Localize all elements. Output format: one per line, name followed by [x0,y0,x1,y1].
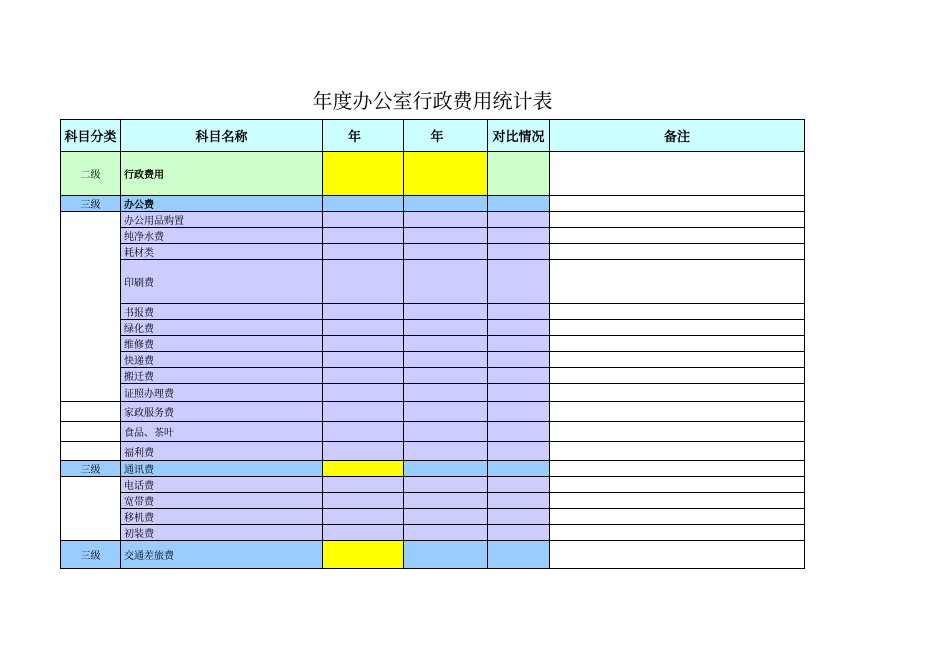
cell-level-merged[interactable] [61,477,121,541]
cell-comparison[interactable] [488,477,550,493]
cell-name[interactable]: 搬迁费 [121,368,323,384]
row-telecom [61,461,805,477]
cell-remarks[interactable] [550,320,805,336]
cell-year-1[interactable] [323,461,404,477]
cell-comparison[interactable] [488,336,550,352]
cell-comparison[interactable] [488,509,550,525]
cell-year-1[interactable] [323,196,404,212]
header-comparison[interactable]: 对比情况 [488,120,550,152]
cell-year-1[interactable] [323,477,404,493]
cell-name[interactable]: 交通差旅费 [121,541,323,569]
cell-remarks[interactable] [550,304,805,320]
row-admin [61,152,805,196]
cell-year-1[interactable] [323,228,404,244]
cell-name[interactable]: 印刷费 [121,260,323,304]
row-telecom-item [61,493,805,509]
expense-table [60,119,805,569]
cell-level[interactable]: 二级 [61,152,121,196]
cell-year-2[interactable] [404,244,488,260]
cell-remarks[interactable] [550,352,805,368]
cell-year-1[interactable] [323,352,404,368]
row-office-item [61,304,805,320]
cell-comparison[interactable] [488,352,550,368]
cell-comparison[interactable] [488,212,550,228]
cell-name[interactable]: 快递费 [121,352,323,368]
cell-year-1[interactable] [323,402,404,422]
cell-comparison[interactable] [488,384,550,402]
cell-comparison[interactable] [488,320,550,336]
cell-year-1[interactable] [323,442,404,461]
cell-remarks[interactable] [550,461,805,477]
cell-level[interactable]: 三级 [61,196,121,212]
row-office-item [61,244,805,260]
cell-level-merged[interactable] [61,212,121,402]
row-telecom-item [61,509,805,525]
cell-year-2[interactable] [404,260,488,304]
cell-remarks[interactable] [550,509,805,525]
cell-level[interactable] [61,442,121,461]
row-misc-item [61,442,805,461]
cell-comparison[interactable] [488,260,550,304]
cell-comparison[interactable] [488,244,550,260]
cell-name[interactable]: 耗材类 [121,244,323,260]
cell-name[interactable]: 家政服务费 [121,402,323,422]
cell-name[interactable]: 证照办理费 [121,384,323,402]
cell-year-2[interactable] [404,477,488,493]
row-telecom-item [61,477,805,493]
cell-name[interactable]: 移机费 [121,509,323,525]
cell-level[interactable] [61,422,121,442]
cell-remarks[interactable] [550,244,805,260]
cell-name[interactable]: 书报费 [121,304,323,320]
cell-year-1[interactable] [323,212,404,228]
row-travel [61,541,805,569]
cell-year-2[interactable] [404,422,488,442]
sheet-title: 年度办公室行政费用统计表 [312,89,553,113]
cell-name[interactable]: 办公用品购置 [121,212,323,228]
cell-remarks[interactable] [550,422,805,442]
cell-year-2[interactable] [404,336,488,352]
row-office-item [61,336,805,352]
cell-year-1[interactable] [323,260,404,304]
header-remarks[interactable]: 备注 [550,120,805,152]
cell-year-1[interactable] [323,384,404,402]
cell-comparison[interactable] [488,422,550,442]
cell-year-1[interactable] [323,152,404,196]
cell-year-1[interactable] [323,541,404,569]
cell-year-1[interactable] [323,422,404,442]
cell-comparison[interactable] [488,493,550,509]
cell-comparison[interactable] [488,304,550,320]
cell-year-1[interactable] [323,244,404,260]
cell-comparison[interactable] [488,368,550,384]
row-office-item [61,352,805,368]
cell-comparison[interactable] [488,461,550,477]
row-office-item [61,384,805,402]
cell-level[interactable]: 三级 [61,461,121,477]
cell-year-2[interactable] [404,228,488,244]
header-row [61,120,805,152]
cell-remarks[interactable] [550,368,805,384]
cell-remarks[interactable] [550,196,805,212]
cell-year-2[interactable] [404,304,488,320]
row-office-item [61,260,805,304]
row-misc-item [61,422,805,442]
cell-comparison[interactable] [488,196,550,212]
cell-remarks[interactable] [550,228,805,244]
row-misc-item [61,402,805,422]
cell-level[interactable]: 三级 [61,541,121,569]
cell-year-2[interactable] [404,442,488,461]
cell-remarks[interactable] [550,541,805,569]
cell-name[interactable]: 维修费 [121,336,323,352]
cell-remarks[interactable] [550,402,805,422]
cell-year-2[interactable] [404,152,488,196]
header-year-1[interactable]: 年 [323,120,404,152]
cell-comparison[interactable] [488,402,550,422]
cell-remarks[interactable] [550,152,805,196]
cell-year-1[interactable] [323,493,404,509]
cell-year-2[interactable] [404,352,488,368]
header-year-2[interactable]: 年 [404,120,488,152]
cell-year-1[interactable] [323,525,404,541]
cell-name[interactable]: 办公费 [121,196,323,212]
cell-remarks[interactable] [550,477,805,493]
cell-year-2[interactable] [404,402,488,422]
cell-year-2[interactable] [404,541,488,569]
cell-year-2[interactable] [404,196,488,212]
cell-comparison[interactable] [488,541,550,569]
cell-name[interactable]: 电话费 [121,477,323,493]
cell-year-2[interactable] [404,368,488,384]
cell-name[interactable]: 绿化费 [121,320,323,336]
row-office-item [61,320,805,336]
cell-year-1[interactable] [323,336,404,352]
cell-year-1[interactable] [323,509,404,525]
row-office-item [61,368,805,384]
cell-year-2[interactable] [404,212,488,228]
cell-year-2[interactable] [404,509,488,525]
header-category[interactable]: 科目分类 [61,120,121,152]
cell-remarks[interactable] [550,493,805,509]
cell-name[interactable]: 行政费用 [121,152,323,196]
row-office-item [61,228,805,244]
cell-name[interactable]: 福利费 [121,442,323,461]
cell-year-2[interactable] [404,525,488,541]
cell-comparison[interactable] [488,442,550,461]
cell-year-2[interactable] [404,320,488,336]
cell-name[interactable]: 宽带费 [121,493,323,509]
cell-year-1[interactable] [323,320,404,336]
cell-comparison[interactable] [488,152,550,196]
row-telecom-item [61,525,805,541]
cell-year-1[interactable] [323,368,404,384]
cell-remarks[interactable] [550,212,805,228]
cell-comparison[interactable] [488,525,550,541]
cell-remarks[interactable] [550,525,805,541]
cell-remarks[interactable] [550,336,805,352]
cell-name[interactable]: 初装费 [121,525,323,541]
row-office [61,196,805,212]
cell-year-1[interactable] [323,304,404,320]
cell-level[interactable] [61,402,121,422]
cell-remarks[interactable] [550,260,805,304]
cell-year-2[interactable] [404,384,488,402]
cell-comparison[interactable] [488,228,550,244]
cell-name[interactable]: 纯净水费 [121,228,323,244]
header-name[interactable]: 科目名称 [121,120,323,152]
cell-name[interactable]: 通讯费 [121,461,323,477]
cell-year-2[interactable] [404,461,488,477]
cell-remarks[interactable] [550,384,805,402]
cell-name[interactable]: 食品、茶叶 [121,422,323,442]
row-office-item [61,212,805,228]
cell-year-2[interactable] [404,493,488,509]
cell-remarks[interactable] [550,442,805,461]
